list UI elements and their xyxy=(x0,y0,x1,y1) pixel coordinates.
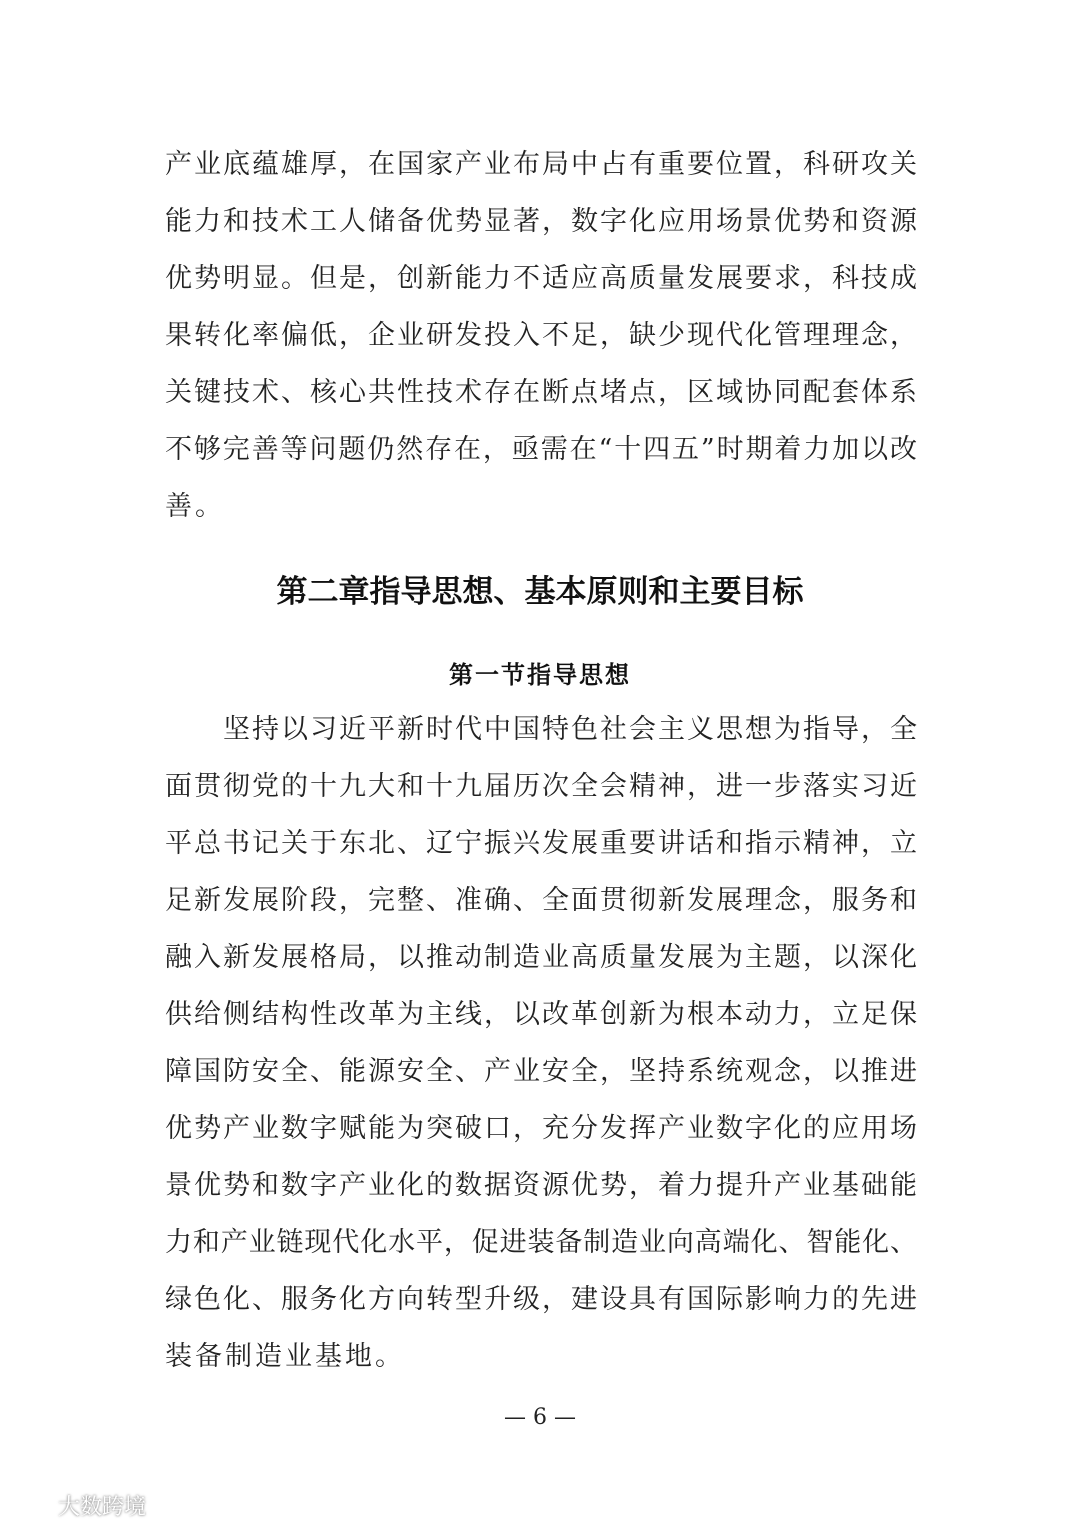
chapter-title: 第二章指导思想、基本原则和主要目标 xyxy=(276,574,804,610)
text-line: 障国防安全、能源安全、产业安全，坚持系统观念，以推进 xyxy=(165,1056,917,1087)
watermark-logo-icon xyxy=(8,1494,52,1518)
text-line: 坚持以习近平新时代中国特色社会主义思想为指导，全 xyxy=(165,714,917,745)
text-line: 不够完善等问题仍然存在，亟需在“十四五”时期着力加以改 xyxy=(165,434,917,465)
text-line: 供给侧结构性改革为主线，以改革创新为根本动力，立足保 xyxy=(165,999,917,1030)
text-line: 平总书记关于东北、辽宁振兴发展重要讲话和指示精神，立 xyxy=(165,828,917,859)
text-line: 足新发展阶段，完整、准确、全面贯彻新发展理念，服务和 xyxy=(165,885,917,916)
text-line: 装备制造业基地。 xyxy=(165,1341,405,1372)
text-line: 景优势和数字产业化的数据资源优势，着力提升产业基础能 xyxy=(165,1170,917,1201)
text-line: 果转化率偏低，企业研发投入不足，缺少现代化管理理念， xyxy=(165,320,917,351)
text-line: 融入新发展格局，以推动制造业高质量发展为主题，以深化 xyxy=(165,942,917,973)
text-line: 力和产业链现代化水平，促进装备制造业向高端化、智能化、 xyxy=(165,1227,917,1258)
text-line: 绿色化、服务化方向转型升级，建设具有国际影响力的先进 xyxy=(165,1284,917,1315)
text-line: 能力和技术工人储备优势显著，数字化应用场景优势和资源 xyxy=(165,206,917,237)
text-line: 面贯彻党的十九大和十九届历次全会精神，进一步落实习近 xyxy=(165,771,917,802)
watermark-text: 大数跨境 xyxy=(58,1495,147,1520)
text-line: 产业底蕴雄厚，在国家产业布局中占有重要位置，科研攻关 xyxy=(165,149,917,180)
text-line: 优势明显。但是，创新能力不适应高质量发展要求，科技成 xyxy=(165,263,917,294)
text-line: 善。 xyxy=(165,491,225,522)
page-number: — 6 — xyxy=(504,1405,576,1430)
section-title: 第一节指导思想 xyxy=(449,660,631,689)
text-line: 优势产业数字赋能为突破口，充分发挥产业数字化的应用场 xyxy=(165,1113,917,1144)
watermark xyxy=(8,1490,146,1521)
text-line: 关键技术、核心共性技术存在断点堵点，区域协同配套体系 xyxy=(165,377,917,408)
